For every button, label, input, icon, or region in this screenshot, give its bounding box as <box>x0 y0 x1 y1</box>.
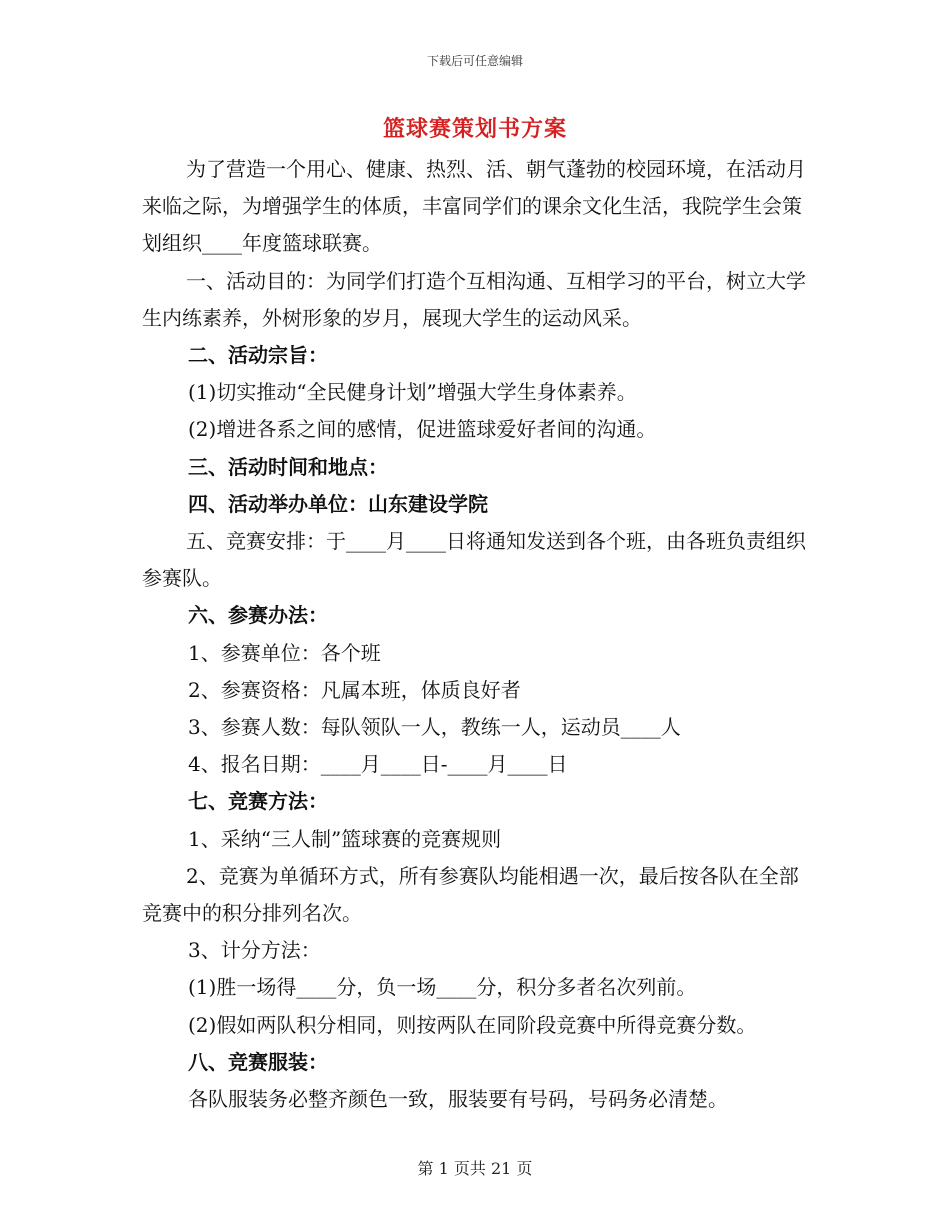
section-6-item-1: 1、参赛单位：各个班 <box>188 640 381 665</box>
section-6-item-3: 3、参赛人数：每队领队一人，教练一人，运动员____人 <box>188 715 681 740</box>
section-2-heading: 二、活动宗旨： <box>188 343 328 368</box>
section-7-item-3b: (2)假如两队积分相同，则按两队在同阶段竞赛中所得竞赛分数。 <box>188 1012 757 1037</box>
section-6-item-2: 2、参赛资格：凡属本班，体质良好者 <box>188 677 521 702</box>
section-8-text: 各队服装务必整齐颜色一致，服装要有号码，号码务必清楚。 <box>188 1087 728 1112</box>
section-1-purpose: 一、活动目的：为同学们打造个互相沟通、互相学习的平台，树立大学生内练素养，外树形象的岁月，展现大学生的运动风采。 <box>142 268 806 330</box>
section-7-item-3: 3、计分方法： <box>188 938 321 963</box>
section-3-heading: 三、活动时间和地点： <box>188 454 388 479</box>
section-2-item-2: (2)增进各系之间的感情，促进篮球爱好者间的沟通。 <box>188 417 657 442</box>
section-7-item-1: 1、采纳“三人制”篮球赛的竞赛规则 <box>188 826 502 851</box>
section-7-item-3a: (1)胜一场得____分，负一场____分，积分多者名次列前。 <box>188 975 697 1000</box>
section-6-item-4: 4、报名日期：____月____日-____月____日 <box>188 752 568 777</box>
document-title: 篮球赛策划书方案 <box>382 116 567 142</box>
section-8-heading: 八、竞赛服装： <box>188 1049 328 1074</box>
document-body <box>142 151 810 1118</box>
intro-paragraph: 为了营造一个用心、健康、热烈、活、朝气蓬勃的校园环境，在活动月来临之际，为增强学生的体质，丰富同学们的课余文化生活，我院学生会策划组织____年度篮球联赛。 <box>142 157 806 256</box>
section-4-heading: 四、活动举办单位：山东建设学院 <box>188 491 488 516</box>
section-6-heading: 六、参赛办法： <box>188 603 328 628</box>
section-7-item-2: 2、竞赛为单循环方式，所有参赛队均能相遇一次，最后按各队在全部竞赛中的积分排列名次。 <box>142 863 799 926</box>
section-7-heading: 七、竞赛方法： <box>188 789 328 814</box>
section-5-arrangement: 五、竞赛安排：于____月____日将通知发送到各个班，由各班负责组织参赛队。 <box>142 529 806 591</box>
page-footer: 第 1 页共 21 页 <box>417 1159 533 1178</box>
section-2-item-1: (1)切实推动“全民健身计划”增强大学生身体素养。 <box>188 380 637 405</box>
header-note: 下载后可任意编辑 <box>426 54 523 68</box>
